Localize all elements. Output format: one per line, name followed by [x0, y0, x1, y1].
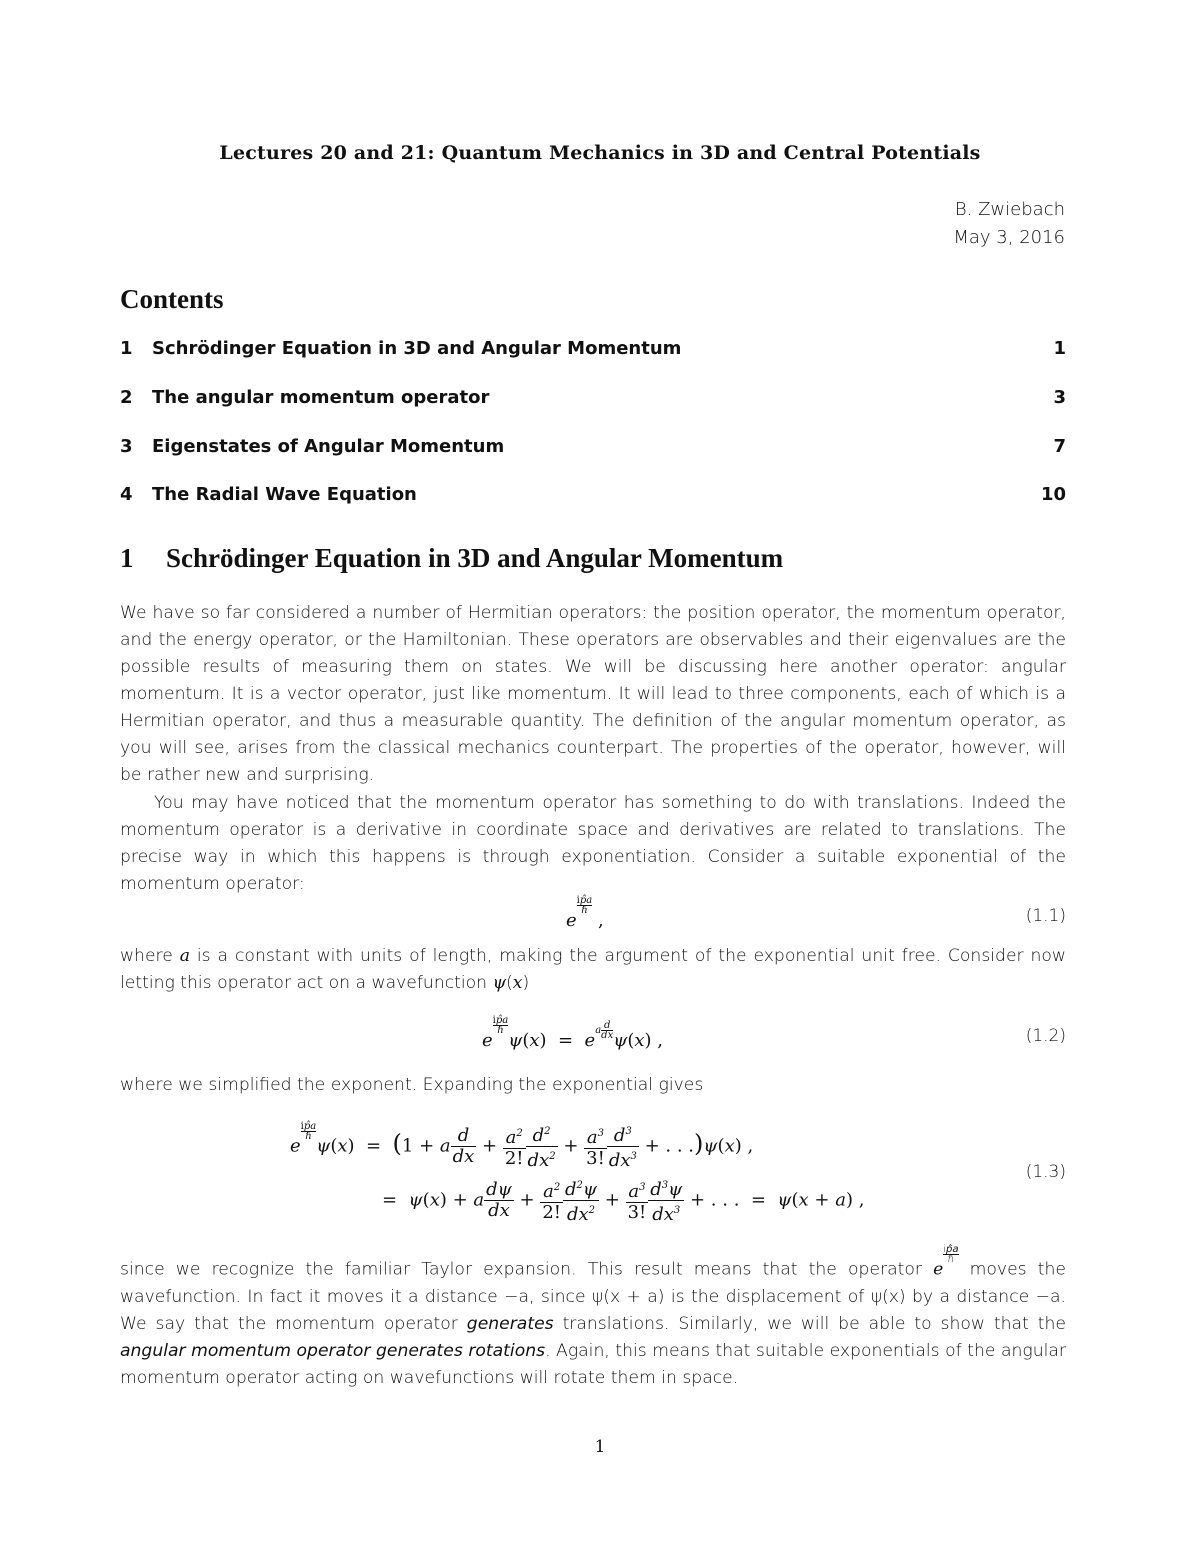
- toc-entry[interactable]: [120, 436, 1066, 485]
- toc-entry-title: Schrödinger Equation in 3D and Angular Momentum: [152, 338, 682, 359]
- equation-number: (1.1): [1025, 906, 1066, 926]
- equation-1-3: [120, 1118, 1066, 1230]
- equation-body: e $^{ip̂a \hbar}$ ,: [566, 895, 604, 931]
- toc-entry-number: 2: [120, 386, 133, 408]
- equation-number: (1.2): [1025, 1026, 1066, 1046]
- contents-heading: Contents: [120, 284, 224, 314]
- equation-line-1: e $^{ip̂a \hbar}$ ψ(x) = (1 + a $\frac{d}{dx}$ + $\frac{a^2}{2!}$ $\frac{d^2}{dx^2}$ + $\frac{a^3}{3!}$ $\frac{d^3}{dx^3}$ + . . .)ψ(x) ,: [290, 1120, 754, 1171]
- toc-entry-number: 3: [120, 435, 133, 457]
- paragraph-text: moves the wavefunction. In fact it moves it a distance −a, since ψ(x + a) is the displacement of ψ(x) by a distance −a. We say that the momentum operator: [120, 1259, 1066, 1334]
- toc-entry-page: 7: [1053, 435, 1066, 457]
- document-title: Lectures 20 and 21: Quantum Mechanics in 3D and Central Potentials: [219, 142, 981, 164]
- toc-entry[interactable]: [120, 338, 1066, 387]
- paragraph-1: We have so far considered a number of Hermitian operators: the position operator, the momentum operator, and the energy operator, or the Hamiltonian. These operators are observables and their eigenvalues are the possible results of measuring them on states. We will be discussing here another operator: angular momentum. It is a vector operator, just like momentum. It will lead to three components, each of which is a Hermitian operator, and thus a measurable quantity. The definition of the angular momentum operator, as you will see, arises from the classical mechanics counterpart. The properties of the operator, however, will be rather new and surprising.: [120, 603, 1066, 785]
- toc-entry-title: The angular momentum operator: [152, 386, 490, 408]
- paragraph-text: is a constant with units of length, making the argument of the exponential unit free. Consider now letting this operator act on a wavefunction: [120, 946, 1066, 993]
- toc-entry-title: The Radial Wave Equation: [152, 484, 417, 506]
- author-block: [953, 196, 1065, 252]
- equation-line-2: = ψ(x) + a $\frac{d\psi}{dx}$ + $\frac{a^2}{2!}$ $\frac{d^2\psi}{dx^2}$ + $\frac{a^3}{3!}$ $\frac{d^3\psi}{dx^3}$ + . . . = ψ(x + a) ,: [382, 1176, 864, 1225]
- paragraph-4: where we simplified the exponent. Expanding the exponential gives: [120, 1075, 704, 1095]
- author-name: B. Zwiebach: [954, 199, 1065, 220]
- toc-entry-number: 1: [120, 338, 133, 359]
- toc-entry-number: 4: [120, 484, 133, 506]
- paragraph-5: since we recognize the familiar Taylor expansion. This result means that the operator e $^{ip̂a \hbar}$ moves the wavefunction. In fact it moves it a distance −a, since ψ(x + a) is the displacement of ψ(x) by a distance −a. We say that the momentum operator generates translations. Similarly, we will be able to show that the angular momentum operator generates rotations. Again, this means that suitable exponentials of the angular momentum operator acting on wavefunctions will rotate them in space.: [120, 1244, 1066, 1388]
- paragraph-2: You may have noticed that the momentum operator has something to do with translations. Indeed the momentum operator is a derivative in coordinate space and derivatives are related to translations. The precise way in which this happens is through exponentiation. Consider a suitable exponential of the momentum operator:: [120, 793, 1066, 894]
- paragraph-3: where a is a constant with units of length, making the argument of the exponential unit free. Consider now letting this operator act on a wavefunction ψ(x): [120, 946, 1066, 993]
- table-of-contents: [120, 338, 1066, 533]
- equation-1-1: [120, 895, 1066, 936]
- emphasis-text: angular momentum operator generates rotations: [120, 1340, 546, 1361]
- equation-body: e $^{ip̂a \hbar}$ $\psi(x) = e^{a \frac{d}{dx}}$ ψ(x) ,: [482, 1015, 663, 1051]
- equation-number: (1.3): [1025, 1162, 1066, 1182]
- toc-entry-title: Eigenstates of Angular Momentum: [152, 435, 505, 457]
- toc-entry-page: 1: [1053, 338, 1066, 359]
- paragraph-text: . Again, this means that suitable exponentials of the angular momentum operator acting on wavefunctions will rotate them in space.: [120, 1340, 1066, 1388]
- emphasis-text: generates: [466, 1313, 554, 1334]
- toc-entry[interactable]: [120, 387, 1066, 436]
- paragraph-text: since we recognize the familiar Taylor expansion. This result means that the operator: [120, 1259, 922, 1280]
- toc-entry-page: 10: [1040, 484, 1066, 506]
- document-date: May 3, 2016: [953, 227, 1065, 248]
- toc-entry-page: 3: [1053, 386, 1066, 408]
- page-number: 1: [594, 1437, 606, 1457]
- paragraph-text: where: [120, 946, 173, 966]
- section-heading: [120, 543, 783, 574]
- paragraph-text: translations. Similarly, we will be able to show that the: [562, 1313, 1066, 1334]
- section-number: 1: [120, 543, 134, 573]
- section-title: Schrödinger Equation in 3D and Angular Momentum: [166, 543, 784, 573]
- toc-entry[interactable]: [120, 484, 1066, 533]
- equation-1-2: [120, 1015, 1066, 1056]
